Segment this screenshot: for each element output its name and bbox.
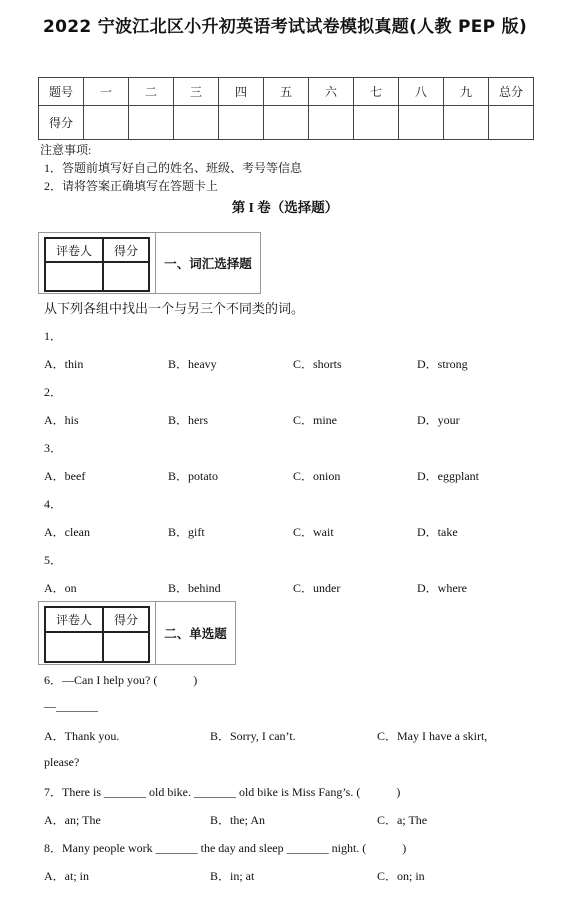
option-c-continuation: please? <box>44 755 80 769</box>
option-c[interactable]: C．a; The <box>377 813 428 827</box>
score-table-header-row <box>39 78 534 106</box>
grader-score-label: 得分 <box>103 238 149 262</box>
option-b[interactable]: B．Sorry, I can’t. <box>210 729 296 743</box>
option-a[interactable]: A．his <box>44 413 79 427</box>
score-entry-cell[interactable] <box>489 106 534 140</box>
option-a[interactable]: A．beef <box>44 469 86 483</box>
score-table-cell: 总分 <box>489 78 534 106</box>
grader-score-cell[interactable] <box>103 262 149 291</box>
grader-score-label: 得分 <box>103 607 149 632</box>
option-b[interactable]: B．in; at <box>210 869 255 883</box>
option-c[interactable]: C．onion <box>293 469 341 483</box>
question-stem: 7．There is _______ old bike. _______ old bike is Miss Fang’s. ( ) <box>44 785 401 799</box>
question-number: 2． <box>44 385 63 399</box>
question-number: 3． <box>44 441 63 455</box>
option-d[interactable]: D．where <box>417 581 467 595</box>
option-b[interactable]: B．gift <box>168 525 205 539</box>
option-d[interactable]: D．strong <box>417 357 468 371</box>
notes-heading: 注意事项: <box>40 143 92 157</box>
option-a[interactable]: A．Thank you. <box>44 729 120 743</box>
option-c[interactable]: C．mine <box>293 413 337 427</box>
part1-title: 一、词汇选择题 <box>155 233 260 293</box>
score-table-cell: 八 <box>399 78 444 106</box>
option-b[interactable]: B．hers <box>168 413 208 427</box>
grader-box <box>38 601 236 665</box>
score-entry-cell[interactable] <box>354 106 399 140</box>
grader-reviewer-label: 评卷人 <box>45 238 103 262</box>
option-a[interactable]: A．thin <box>44 357 84 371</box>
score-entry-cell[interactable] <box>444 106 489 140</box>
option-d[interactable]: D．take <box>417 525 458 539</box>
score-table-cell: 七 <box>354 78 399 106</box>
grader-score-cell[interactable] <box>103 632 149 662</box>
option-d[interactable]: D．your <box>417 413 460 427</box>
option-c[interactable]: C．May I have a skirt, <box>377 729 488 743</box>
score-table-cell: 二 <box>129 78 174 106</box>
score-table-cell: 得分 <box>39 106 84 140</box>
notes-item: 1．答题前填写好自己的姓名、班级、考号等信息 <box>44 161 303 175</box>
grader-reviewer-cell[interactable] <box>45 262 103 291</box>
grader-table <box>44 606 150 663</box>
score-entry-cell[interactable] <box>84 106 129 140</box>
page-title: 2022 宁波江北区小升初英语考试试卷模拟真题(人教 PEP 版) <box>42 17 528 37</box>
grader-box <box>38 232 261 294</box>
score-entry-cell[interactable] <box>309 106 354 140</box>
question-number: 5． <box>44 553 63 567</box>
notes-item: 2．请将答案正确填写在答题卡上 <box>44 179 219 193</box>
part2-title: 二、单选题 <box>155 602 235 664</box>
question-number: 4． <box>44 497 63 511</box>
grader-table <box>44 237 150 292</box>
question-stem: 6．—Can I help you? ( ) <box>44 673 198 687</box>
option-b[interactable]: B．heavy <box>168 357 217 371</box>
score-table-score-row <box>39 106 534 140</box>
option-b[interactable]: B．the; An <box>210 813 266 827</box>
option-a[interactable]: A．on <box>44 581 77 595</box>
option-a[interactable]: A．at; in <box>44 869 89 883</box>
option-a[interactable]: A．an; The <box>44 813 101 827</box>
option-c[interactable]: C．under <box>293 581 341 595</box>
question-stem: 8．Many people work _______ the day and sleep _______ night. ( ) <box>44 841 407 855</box>
score-table-cell: 一 <box>84 78 129 106</box>
score-table-cell: 六 <box>309 78 354 106</box>
score-table-cell: 九 <box>444 78 489 106</box>
grader-reviewer-cell[interactable] <box>45 632 103 662</box>
option-c[interactable]: C．wait <box>293 525 334 539</box>
score-entry-cell[interactable] <box>264 106 309 140</box>
score-table <box>38 77 534 140</box>
volume-title: 第 I 卷（选择题） <box>231 200 339 215</box>
score-entry-cell[interactable] <box>399 106 444 140</box>
score-entry-cell[interactable] <box>129 106 174 140</box>
option-b[interactable]: B．potato <box>168 469 218 483</box>
score-table-cell: 题号 <box>39 78 84 106</box>
part1-instruction: 从下列各组中找出一个与另三个不同类的词。 <box>44 301 305 316</box>
option-b[interactable]: B．behind <box>168 581 221 595</box>
option-d[interactable]: D．eggplant <box>417 469 479 483</box>
score-table-cell: 五 <box>264 78 309 106</box>
answer-blank: —_______ <box>44 699 98 713</box>
option-a[interactable]: A．clean <box>44 525 90 539</box>
score-table-cell: 三 <box>174 78 219 106</box>
score-entry-cell[interactable] <box>174 106 219 140</box>
option-c[interactable]: C．on; in <box>377 869 425 883</box>
option-c[interactable]: C．shorts <box>293 357 342 371</box>
score-entry-cell[interactable] <box>219 106 264 140</box>
grader-reviewer-label: 评卷人 <box>45 607 103 632</box>
score-table-cell: 四 <box>219 78 264 106</box>
question-number: 1． <box>44 329 63 343</box>
